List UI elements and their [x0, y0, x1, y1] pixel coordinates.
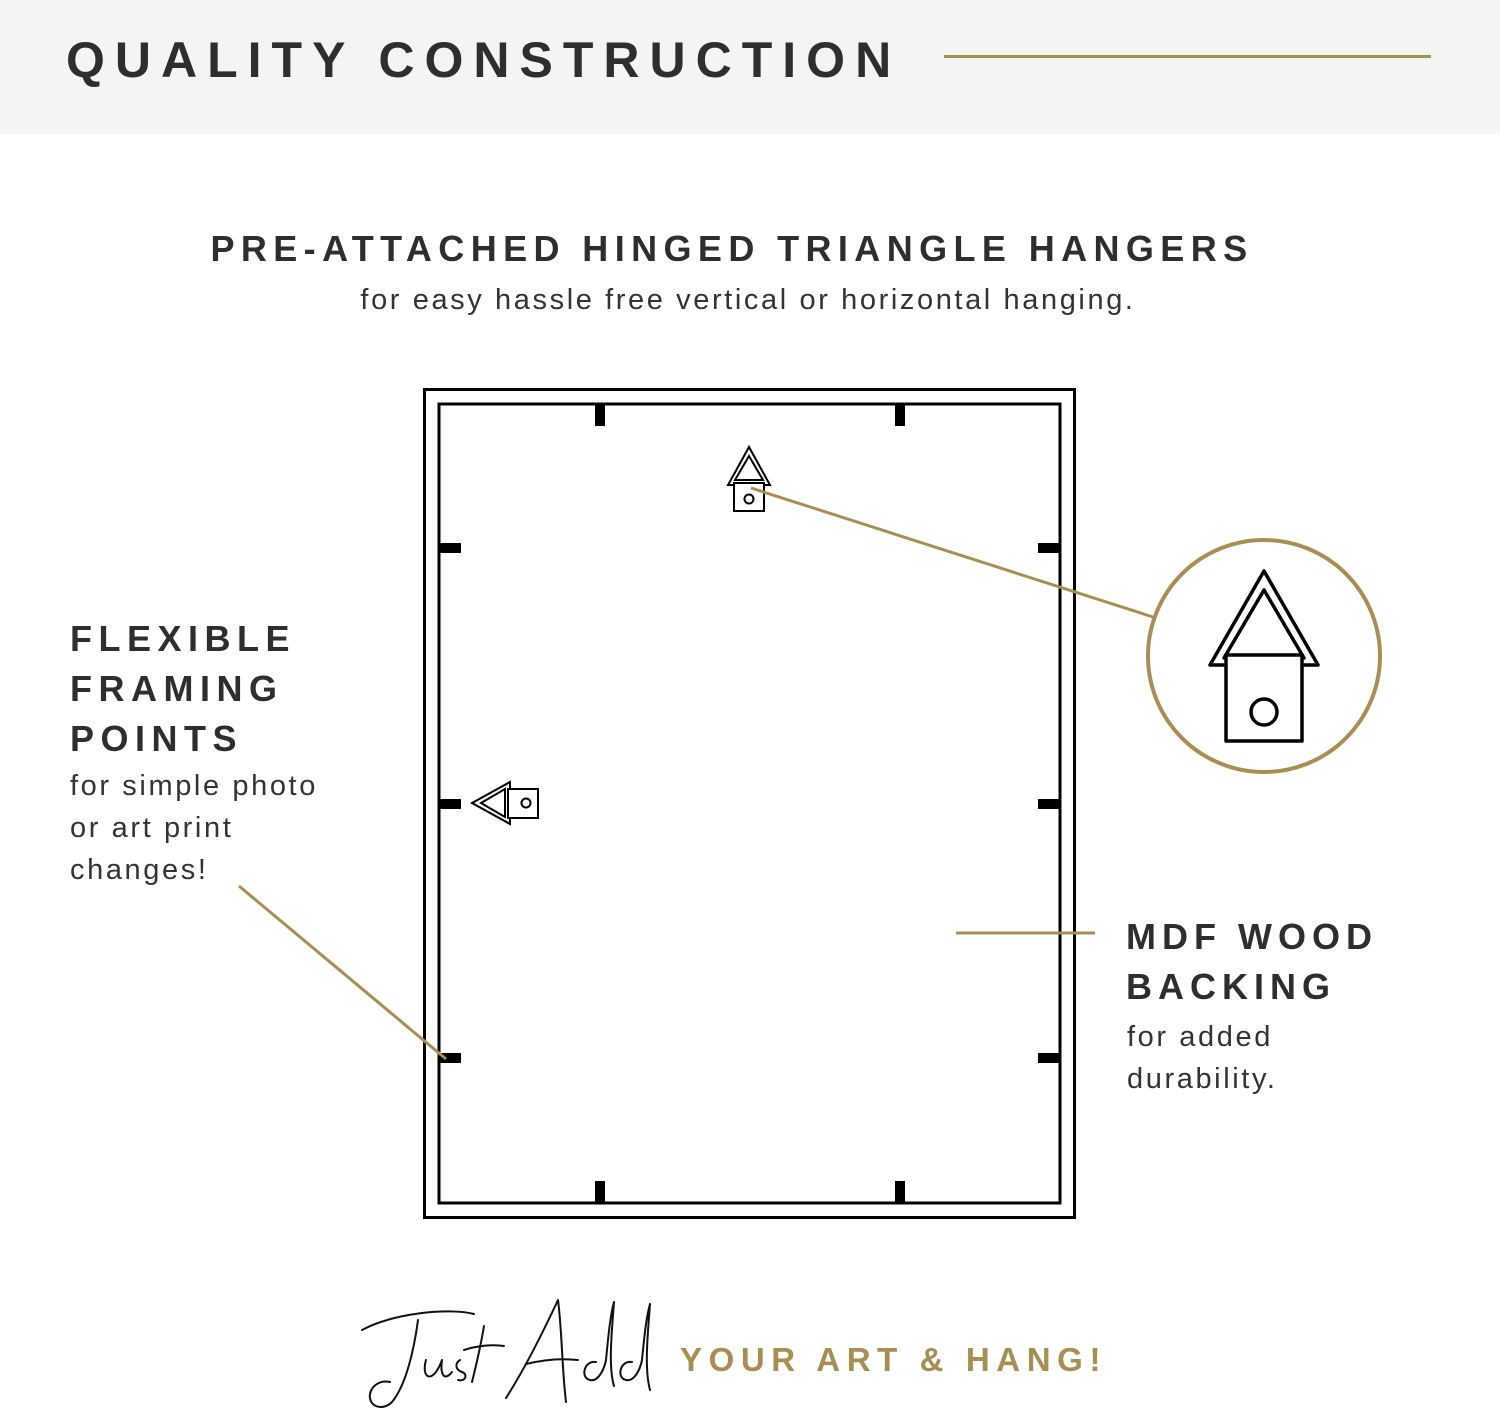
triangle-hanger-icon — [728, 447, 770, 511]
flexible-points-title-line: POINTS — [70, 718, 244, 759]
page-title: QUALITY CONSTRUCTION — [66, 32, 902, 88]
framing-point-right-middle — [1038, 799, 1060, 809]
mdf-backing-title-line: MDF WOOD — [1126, 916, 1378, 957]
flexible-points-title — [70, 614, 296, 764]
flexible-points-subtitle-line: changes! — [70, 854, 209, 886]
flexible-points-subtitle — [70, 765, 318, 891]
flexible-points-title-line: FLEXIBLE — [70, 618, 297, 659]
mdf-backing-title-line: BACKING — [1126, 966, 1336, 1007]
framing-point-bottom-right — [895, 1181, 905, 1203]
hangers-title: PRE-ATTACHED HINGED TRIANGLE HANGERS — [210, 228, 1254, 269]
flexible-points-title-line: FRAMING — [70, 668, 284, 709]
flexible-points-subtitle-line: for simple photo — [70, 770, 318, 802]
framing-point-top-right — [895, 404, 905, 426]
hanger-leader-line — [751, 488, 1153, 617]
framing-points-leader-line — [239, 886, 446, 1059]
mdf-backing-subtitle-line: durability. — [1127, 1063, 1278, 1095]
framing-point-right-upper — [1038, 543, 1060, 553]
framing-point-right-lower — [1038, 1053, 1060, 1063]
tagline-script-lettering — [356, 1290, 666, 1412]
mdf-backing-title — [1126, 912, 1378, 1012]
framing-point-top-left — [595, 404, 605, 426]
framing-point-bottom-left — [595, 1181, 605, 1203]
mdf-backing-subtitle — [1127, 1016, 1278, 1100]
triangle-hanger-icon — [472, 782, 538, 824]
framing-point-left-upper — [439, 543, 461, 553]
tagline-text: YOUR ART & HANG! — [680, 1341, 1108, 1378]
flexible-points-subtitle-line: or art print — [70, 812, 234, 844]
framing-point-left-middle — [439, 799, 461, 809]
mdf-backing-subtitle-line: for added — [1127, 1021, 1273, 1053]
hangers-subtitle: for easy hassle free vertical or horizontal hanging. — [360, 284, 1136, 316]
